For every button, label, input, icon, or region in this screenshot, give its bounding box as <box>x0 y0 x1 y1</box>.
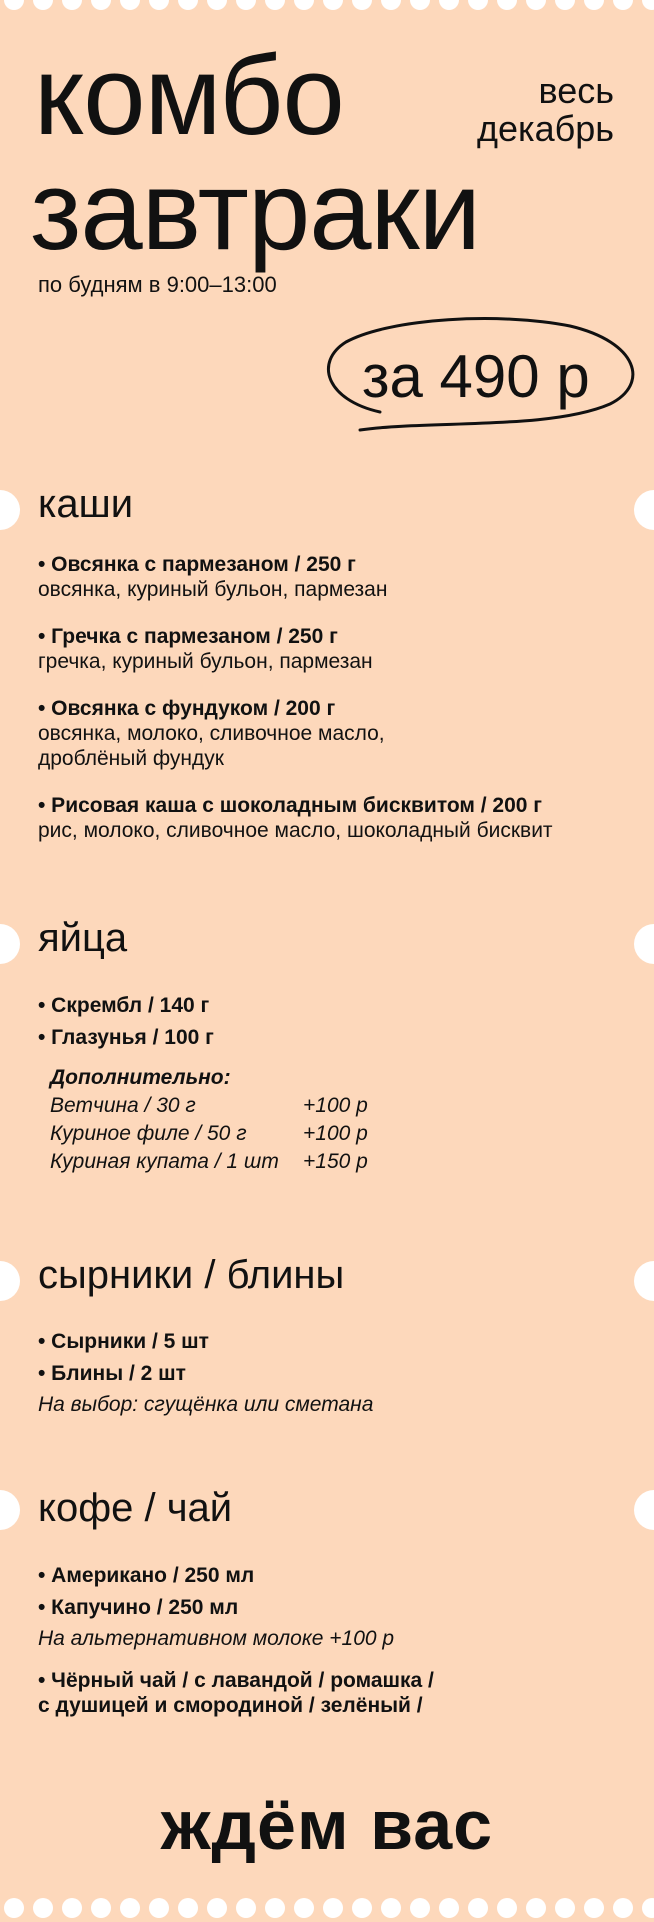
eggs-extras <box>50 1064 368 1176</box>
list-item <box>38 624 638 674</box>
notch-left-4 <box>0 1490 20 1530</box>
scallop-dot <box>410 0 430 10</box>
list-item <box>38 793 638 843</box>
price-badge <box>320 312 640 442</box>
section-title-drinks: кофе / чай <box>38 1486 233 1530</box>
item-name: • Гречка с пармезаном / 250 г <box>38 625 338 648</box>
scallop-dot <box>294 1898 314 1918</box>
notch-left-3 <box>0 1261 20 1301</box>
scallop-dot <box>62 0 82 10</box>
extra-name: Ветчина / 30 г <box>50 1094 196 1117</box>
extra-price: +100 р <box>303 1122 368 1145</box>
scallop-edge-bottom <box>0 1894 654 1922</box>
section-title-syrniki: сырники / блины <box>38 1253 345 1297</box>
item-desc: дроблёный фундук <box>38 747 224 770</box>
scallop-dot <box>236 0 256 10</box>
extra-row <box>50 1120 368 1148</box>
scallop-dot <box>381 0 401 10</box>
section-title-eggs: яйца <box>38 916 128 960</box>
extra-name: Куриная купата / 1 шт <box>50 1150 279 1173</box>
item-desc: рис, молоко, сливочное масло, шоколадный бисквит <box>38 819 553 842</box>
item-desc: овсянка, куриный бульон, пармезан <box>38 578 388 601</box>
list-item: • Скрембл / 140 г <box>38 994 210 1017</box>
scallop-dot <box>91 1898 111 1918</box>
list-item: • Американо / 250 мл <box>38 1564 255 1587</box>
scallop-dot <box>149 0 169 10</box>
item-desc: гречка, куриный бульон, пармезан <box>38 650 373 673</box>
scallop-dot <box>178 0 198 10</box>
scallop-dot <box>33 0 53 10</box>
scallop-dot <box>642 0 654 10</box>
item-name: • Овсянка с пармезаном / 250 г <box>38 553 356 576</box>
eggs-list <box>38 990 638 1054</box>
drinks-list <box>38 1560 638 1718</box>
list-item: • Капучино / 250 мл <box>38 1596 239 1619</box>
schedule-text: по будням в 9:00–13:00 <box>38 272 277 297</box>
list-item <box>38 696 638 771</box>
scallop-edge-top <box>0 0 654 14</box>
scallop-dot <box>555 0 575 10</box>
scallop-dot <box>178 1898 198 1918</box>
scallop-dot <box>410 1898 430 1918</box>
notch-right-4 <box>634 1490 654 1530</box>
period-line-1: весь <box>538 70 614 111</box>
extra-name: Куриное филе / 50 г <box>50 1122 247 1145</box>
scallop-dot <box>352 1898 372 1918</box>
notch-left-1 <box>0 490 20 530</box>
item-desc: овсянка, молоко, сливочное масло, <box>38 722 385 745</box>
title-line-1: комбо <box>34 33 344 158</box>
scallop-dot <box>613 1898 633 1918</box>
scallop-dot <box>642 1898 654 1918</box>
title-line-2: завтраки <box>30 148 481 273</box>
scallop-dot <box>323 1898 343 1918</box>
scallop-dot <box>236 1898 256 1918</box>
scallop-dot <box>352 0 372 10</box>
item-name: • Овсянка с фундуком / 200 г <box>38 697 336 720</box>
scallop-dot <box>294 0 314 10</box>
syrniki-list <box>38 1326 638 1418</box>
scallop-dot <box>526 0 546 10</box>
price-text: за 490 р <box>362 343 590 410</box>
list-item: • Блины / 2 шт <box>38 1362 186 1385</box>
extra-price: +100 р <box>303 1094 368 1117</box>
list-item: • Глазунья / 100 г <box>38 1026 214 1049</box>
scallop-dot <box>323 0 343 10</box>
scallop-dot <box>120 1898 140 1918</box>
notch-left-2 <box>0 924 20 964</box>
section-title-porridge: каши <box>38 482 134 526</box>
porridge-list <box>38 552 638 843</box>
scallop-dot <box>613 0 633 10</box>
scallop-dot <box>149 1898 169 1918</box>
scallop-dot <box>584 0 604 10</box>
scallop-dot <box>120 0 140 10</box>
extra-price: +150 р <box>303 1150 368 1173</box>
scallop-dot <box>91 0 111 10</box>
scallop-dot <box>584 1898 604 1918</box>
scallop-dot <box>207 0 227 10</box>
syrniki-note: На выбор: сгущёнка или сметана <box>38 1393 374 1416</box>
tea-line-1: • Чёрный чай / с лавандой / ромашка / <box>38 1669 434 1692</box>
footer-text: ждём вас <box>160 1786 494 1864</box>
scallop-dot <box>468 0 488 10</box>
scallop-dot <box>497 0 517 10</box>
scallop-dot <box>555 1898 575 1918</box>
scallop-dot <box>439 1898 459 1918</box>
list-item <box>38 552 638 602</box>
scallop-dot <box>439 0 459 10</box>
list-item <box>38 1668 638 1718</box>
milk-note: На альтернативном молоке +100 р <box>38 1627 395 1650</box>
list-item: • Сырники / 5 шт <box>38 1330 209 1353</box>
notch-right-1 <box>634 490 654 530</box>
extra-row <box>50 1148 368 1176</box>
notch-right-2 <box>634 924 654 964</box>
scallop-dot <box>33 1898 53 1918</box>
extra-row <box>50 1092 368 1120</box>
scallop-dot <box>497 1898 517 1918</box>
period-label <box>477 72 614 148</box>
period-line-2: декабрь <box>477 108 614 149</box>
tea-line-2: с душицей и смородиной / зелёный / <box>38 1694 423 1717</box>
scallop-dot <box>468 1898 488 1918</box>
scallop-dot <box>381 1898 401 1918</box>
scallop-dot <box>526 1898 546 1918</box>
scallop-dot <box>4 1898 24 1918</box>
scallop-dot <box>62 1898 82 1918</box>
notch-right-3 <box>634 1261 654 1301</box>
item-name: • Рисовая каша с шоколадным бисквитом / 200 г <box>38 794 543 817</box>
extras-heading: Дополнительно: <box>50 1066 231 1089</box>
scallop-dot <box>265 0 285 10</box>
scallop-dot <box>207 1898 227 1918</box>
scallop-dot <box>265 1898 285 1918</box>
scallop-dot <box>4 0 24 10</box>
